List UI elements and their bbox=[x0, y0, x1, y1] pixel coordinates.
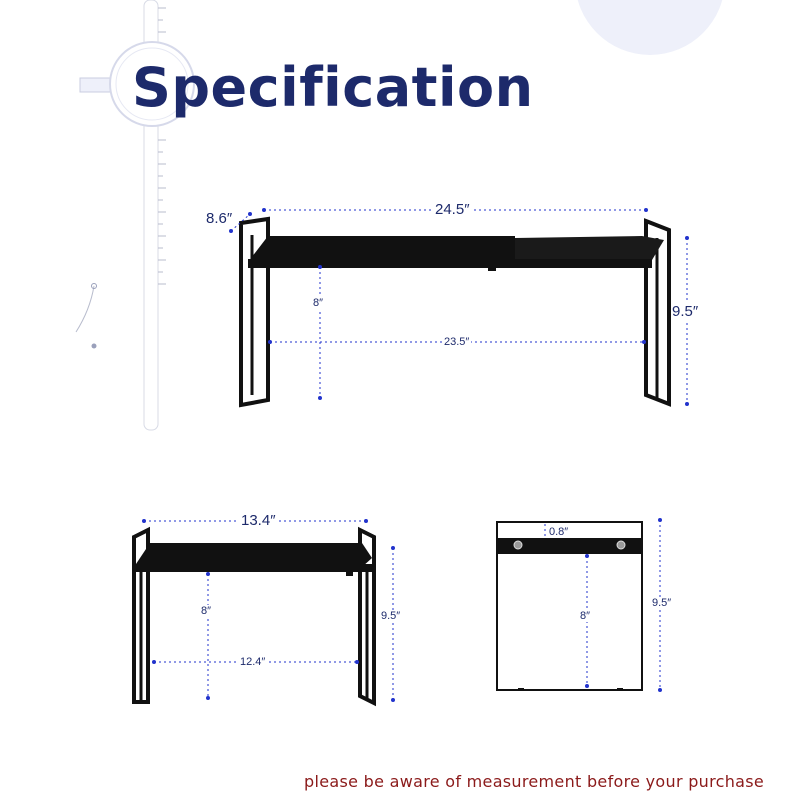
compact-height-label: 9.5″ bbox=[381, 610, 401, 622]
compact-board-front bbox=[134, 564, 372, 572]
purchase-note: please be aware of measurement before your purchase bbox=[304, 772, 765, 791]
side-screw-right bbox=[617, 541, 625, 549]
compact-inner-width-label: 12.4″ bbox=[240, 656, 266, 668]
extended-knob bbox=[488, 265, 496, 271]
extended-board-right bbox=[515, 236, 664, 262]
page-title: Specification bbox=[132, 56, 534, 119]
compact-clearance-label: 8″ bbox=[201, 605, 212, 617]
side-height-label: 9.5″ bbox=[652, 597, 672, 609]
side-clearance-label: 8″ bbox=[580, 610, 591, 622]
extended-board-front bbox=[248, 259, 652, 268]
extended-height-label: 9.5″ bbox=[672, 303, 699, 320]
side-view bbox=[497, 522, 642, 691]
side-screw-left bbox=[514, 541, 522, 549]
decor-compass bbox=[76, 286, 94, 332]
decor-circle bbox=[575, 0, 725, 55]
extended-depth-label: 8.6″ bbox=[206, 210, 233, 227]
extended-top-width-label: 24.5″ bbox=[435, 201, 470, 218]
compact-knob bbox=[346, 570, 353, 576]
compact-shelf bbox=[134, 530, 374, 703]
compact-board bbox=[134, 543, 372, 567]
extended-shelf bbox=[241, 219, 669, 405]
extended-clearance-label: 8″ bbox=[313, 297, 324, 309]
extended-board-left bbox=[248, 236, 515, 262]
extended-inner-width-label: 23.5″ bbox=[444, 336, 470, 348]
compact-top-width-label: 13.4″ bbox=[241, 512, 276, 529]
side-thickness-label: 0.8″ bbox=[549, 526, 569, 538]
